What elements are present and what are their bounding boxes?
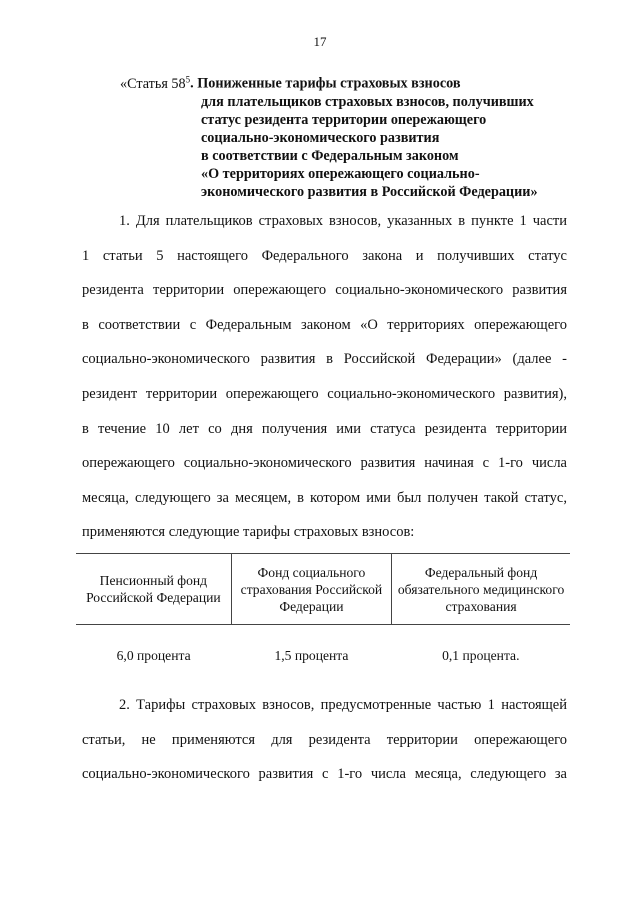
table-row xyxy=(76,625,570,669)
paragraph-line: статьи, не применяются для резидента территории опережающего xyxy=(82,731,567,748)
paragraph-line: 2. Тарифы страховых взносов, предусмотренные частью 1 настоящей xyxy=(119,697,567,713)
paragraph-line: в соответствии с Федеральным законом «О территориях опережающего xyxy=(82,316,567,333)
paragraph-line: в течение 10 лет со дня получения ими статуса резидента территории xyxy=(82,420,567,437)
article-prefix: «Статья $58^5$ xyxy=(120,74,191,92)
value-pension-fund: 6,0 процента xyxy=(116,647,191,663)
article-heading xyxy=(120,70,580,201)
paragraph-line: 1. Для плательщиков страховых взносов, указанных в пункте 1 части xyxy=(119,213,567,229)
paragraph-line: социально-экономического развития с 1-го числа месяца, следующего за xyxy=(82,766,567,783)
insurance-rates-table xyxy=(76,553,570,668)
article-title-line-5: в соответствии с Федеральным законом xyxy=(201,147,459,164)
header-pension-fund: Пенсионный фонд Российской Федерации xyxy=(76,554,231,625)
article-title-line-2: для плательщиков страховых взносов, получивших xyxy=(201,93,534,110)
article-title-line-6: «О территориях опережающего социально- xyxy=(201,165,480,182)
value-social-insurance-fund: 1,5 процента xyxy=(274,647,349,663)
paragraph-1 xyxy=(82,204,567,550)
page-number: 17 xyxy=(313,34,327,49)
paragraph-line: применяются следующие тарифы страховых взносов: xyxy=(82,524,415,541)
paragraph-line: 1 статьи 5 настоящего Федерального закона и получивших статус xyxy=(82,247,567,264)
article-title-line-3: статус резидента территории опережающего xyxy=(201,111,487,128)
paragraph-line: социально-экономического развития в Российской Федерации» (далее - xyxy=(82,351,567,368)
article-superscript: 5 xyxy=(185,74,191,84)
value-medical-insurance-fund: 0,1 процента. xyxy=(442,647,520,663)
paragraph-line: резидент территории опережающего социально-экономического развития), xyxy=(82,385,567,402)
paragraph-2 xyxy=(82,688,567,792)
paragraph-line: опережающего социально-экономического развития начиная с 1-го числа xyxy=(82,455,567,472)
article-title-line-7: экономического развития в Российской Федерации» xyxy=(201,183,538,200)
header-medical-insurance-fund: Федеральный фонд обязательного медицинского страхования xyxy=(392,554,570,625)
paragraph-line: резидента территории опережающего социально-экономического развития xyxy=(82,282,567,299)
header-social-insurance-fund: Фонд социального страхования Российской Федерации xyxy=(231,554,391,625)
article-title-line-4: социально-экономического развития xyxy=(201,129,440,146)
paragraph-line: месяца, следующего за месяцем, в котором ими был получен такой статус, xyxy=(82,489,567,506)
table-header-row xyxy=(76,554,570,625)
article-title-line-1: . Пониженные тарифы страховых взносов xyxy=(190,75,461,92)
